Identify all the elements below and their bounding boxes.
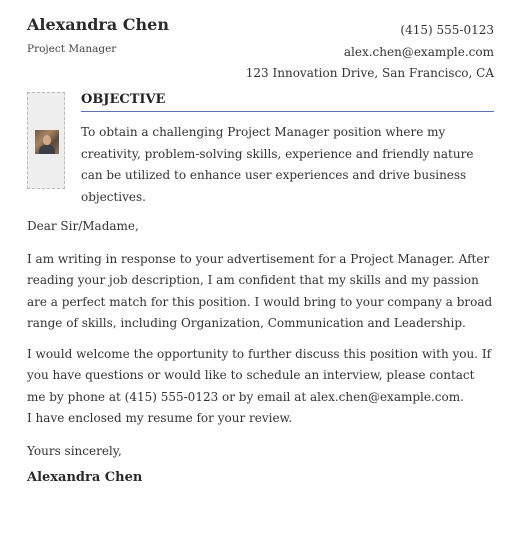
salutation: Dear Sir/Madame,	[27, 219, 139, 233]
letter-paragraph-3: I have enclosed my resume for your review.	[27, 411, 293, 425]
photo-frame	[27, 92, 65, 189]
signature: Alexandra Chen	[27, 470, 143, 485]
objective-heading: OBJECTIVE	[81, 92, 494, 112]
email-address: alex.chen@example.com	[343, 44, 494, 59]
street-address: 123 Innovation Drive, San Francisco, CA	[245, 66, 494, 80]
profile-photo	[35, 130, 59, 154]
phone-number: (415) 555-0123	[400, 23, 494, 37]
letter-paragraph-2: I would welcome the opportunity to further discuss this position with you. If you have questions or would like to schedule an interview, please contact me by phone at (415) 555-0123 or by email at alex.chen@example.com.	[27, 346, 492, 404]
applicant-name: Alexandra Chen	[27, 15, 169, 34]
closing: Yours sincerely,	[27, 443, 122, 458]
contact-block	[246, 20, 494, 85]
letter-body	[27, 216, 494, 489]
objective-section	[27, 92, 494, 204]
letter-paragraph-1: I am writing in response to your advertisement for a Project Manager. After reading your job description, I am confident that my skills and my passion are a perfect match for this position. I would bring to your company a broad range of skills, including Organization, Communication and Leadership.	[27, 251, 493, 330]
letter-header	[27, 0, 494, 90]
applicant-title: Project Manager	[27, 43, 117, 55]
cover-letter-page	[27, 0, 494, 485]
objective-text: To obtain a challenging Project Manager position where my creativity, problem-solving skills, experience and friendly nature can be utilized to enhance user experiences and drive business objectives.	[81, 125, 474, 204]
